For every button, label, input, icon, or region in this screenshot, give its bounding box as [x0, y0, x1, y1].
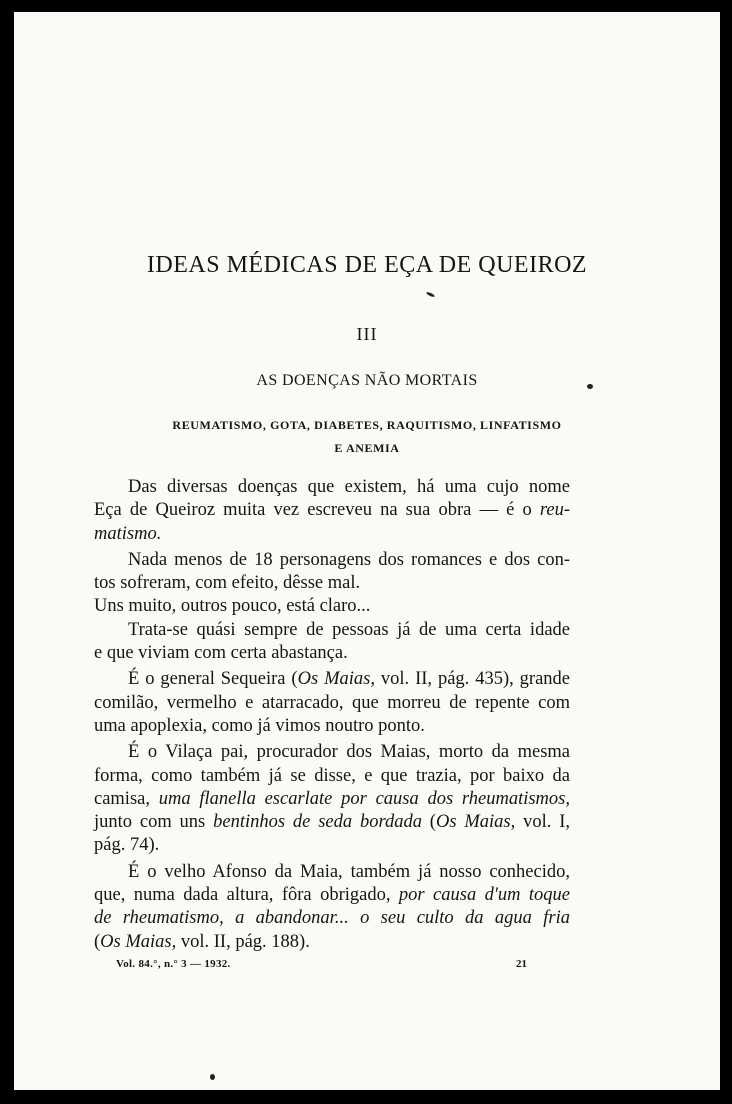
paragraph-3-line-1: Uns muito, outros pouco, está claro...: [94, 596, 371, 617]
paragraph-7-line-3: de rheumatismo, a abandonar... o seu culto da agua fria: [94, 908, 570, 929]
page-number: 21: [516, 958, 527, 970]
paragraph-7-line-1: É o velho Afonso da Maia, também já nosso conhecido,: [128, 861, 570, 882]
document-page: [14, 12, 720, 1090]
paragraph-1-line-3: matismo.: [94, 523, 162, 544]
paragraph-6-line-4: junto com uns bentinhos de seda bordada (Os Maias, vol. I,: [94, 812, 570, 833]
paragraph-1-line-2: Eça de Queiroz muita vez escreveu na sua obra — é o reu-: [94, 500, 570, 521]
body-text: [94, 476, 570, 954]
volume-footnote: Vol. 84.°, n.° 3 — 1932.: [116, 958, 231, 970]
paragraph-6-line-5: pág. 74).: [94, 835, 160, 856]
print-speck: [210, 1074, 215, 1080]
part-number: III: [356, 324, 378, 344]
paragraph-5-line-1: É o general Sequeira (Os Maias, vol. II, pág. 435), grande: [128, 669, 571, 690]
page-title: IDEAS MÉDICAS DE EÇA DE QUEIROZ: [146, 252, 588, 278]
subject-list-line-2: E ANEMIA: [334, 441, 400, 455]
subject-list-line-1: REUMATISMO, GOTA, DIABETES, RAQUITISMO, LINFATISMO: [172, 418, 562, 432]
paragraph-4-line-1: Trata-se quási sempre de pessoas já de uma certa idade: [128, 619, 570, 640]
chapter-title: AS DOENÇAS NÃO MORTAIS: [256, 372, 478, 389]
paragraph-5-line-2: comilão, vermelho e atarracado, que morreu de repente com: [94, 692, 570, 713]
paragraph-6-line-1: É o Vilaça pai, procurador dos Maias, morto da mesma: [128, 742, 570, 763]
paragraph-2-line-2: tos sofreram, com efeito, dêsse mal.: [94, 573, 361, 594]
print-speck: [426, 291, 435, 298]
paragraph-7-line-4: (Os Maias, vol. II, pág. 188).: [94, 931, 310, 952]
paragraph-2-line-1: Nada menos de 18 personagens dos romances e dos con-: [128, 549, 570, 570]
paragraph-7-line-2: que, numa dada altura, fôra obrigado, por causa d'um toque: [94, 885, 570, 906]
paragraph-5-line-3: uma apoplexia, como já vimos noutro ponto.: [94, 715, 425, 736]
paragraph-4-line-2: e que viviam com certa abastança.: [94, 643, 348, 664]
paragraph-1-line-1: Das diversas doenças que existem, há uma cujo nome: [128, 477, 570, 497]
paragraph-6-line-2: forma, como também já se disse, e que trazia, por baixo da: [94, 765, 570, 786]
print-speck: [587, 384, 593, 389]
paragraph-6-line-3: camisa, uma flanella escarlate por causa dos rheumatismos,: [94, 788, 570, 809]
